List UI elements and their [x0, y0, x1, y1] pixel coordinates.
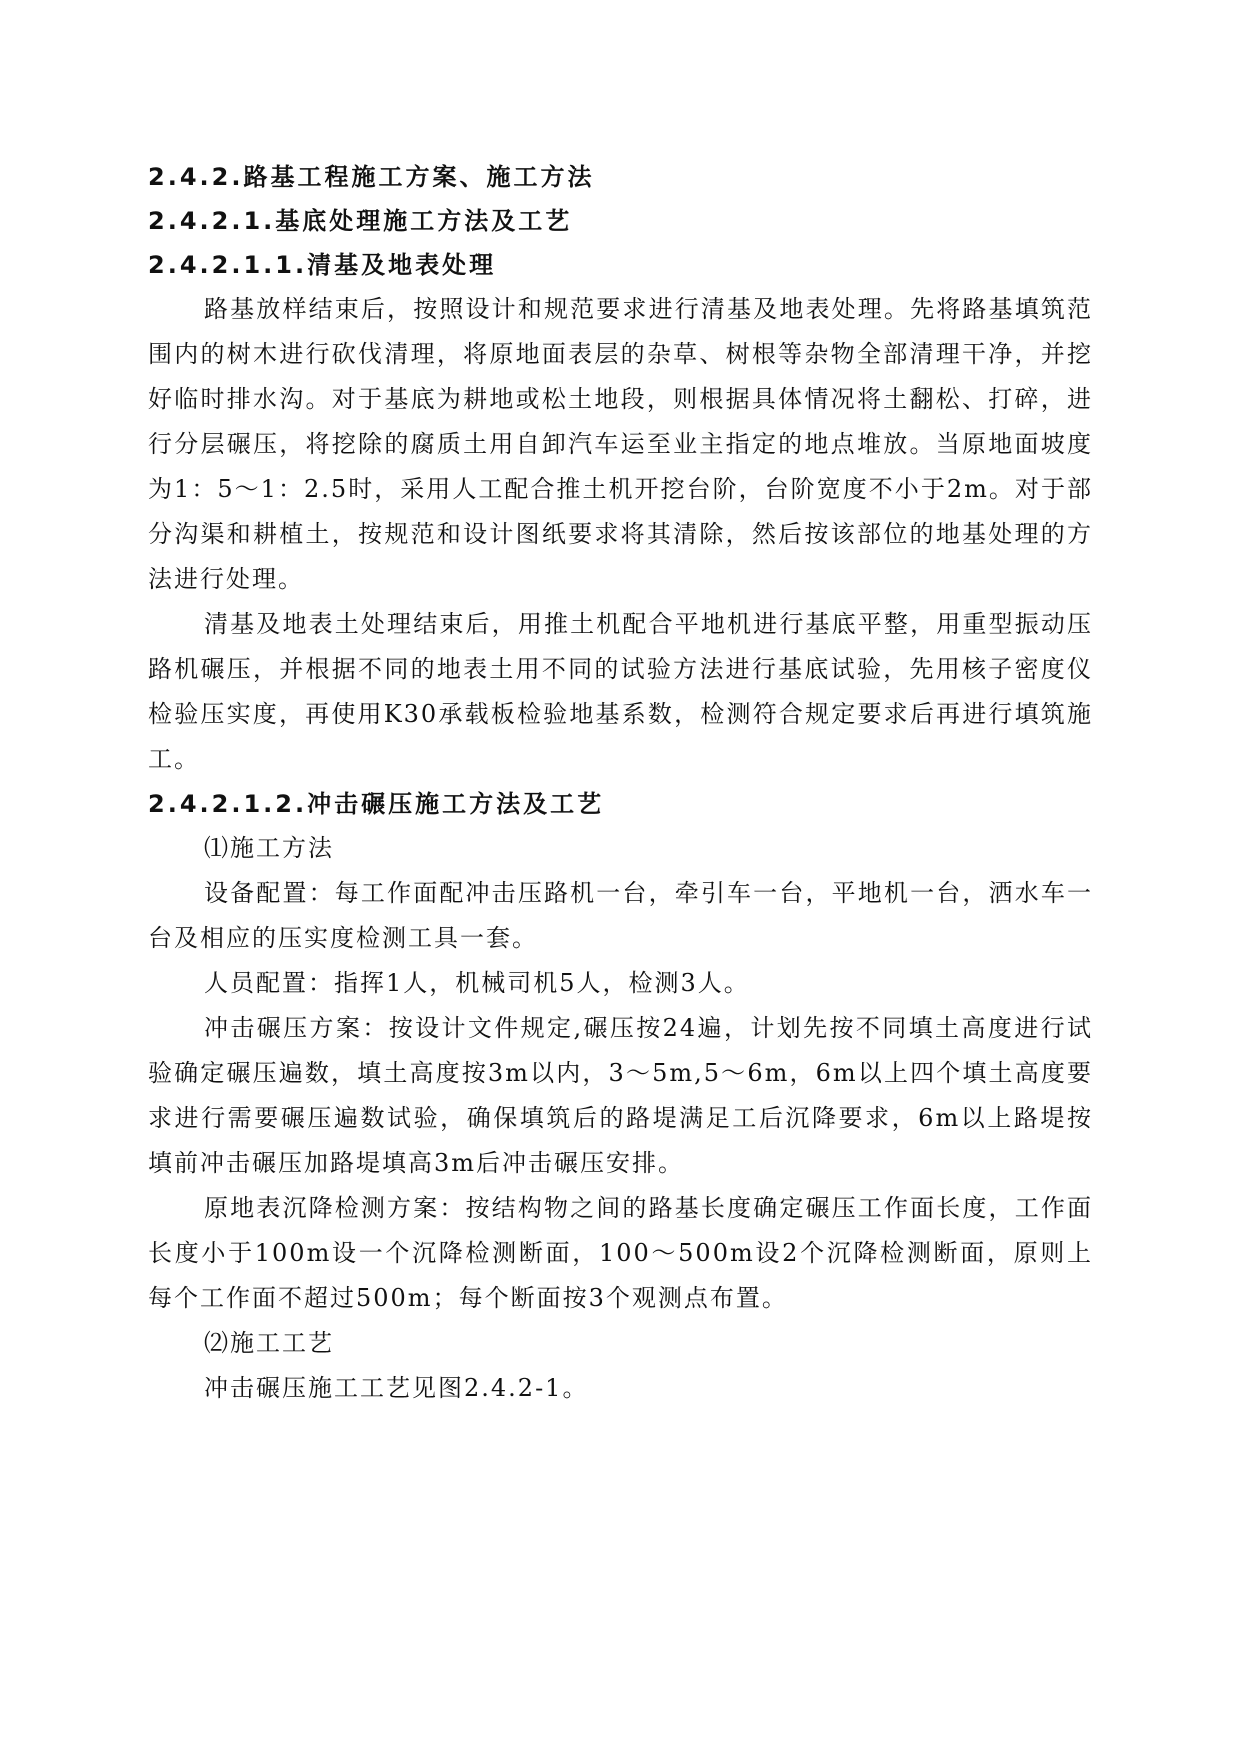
paragraph-settlement-monitoring: 原地表沉降检测方案：按结构物之间的路基长度确定碾压工作面长度，工作面长度小于100m设一个沉降检测断面，100～500m设2个沉降检测断面，原则上每个工作面不超过500m；每个断面按3个观测点布置。: [148, 1194, 1093, 1312]
list-item-construction-process: ⑵施工工艺: [204, 1329, 334, 1357]
paragraph-base-leveling: 清基及地表土处理结束后，用推土机配合平地机进行基底平整，用重型振动压路机碾压，并根据不同的地表土用不同的试验方法进行基底试验，先用核子密度仪检验压实度，再使用K30承载板检验地基系数，检测符合规定要求后再进行填筑施工。: [148, 610, 1093, 773]
paragraph-figure-reference: 冲击碾压施工工艺见图2.4.2-1。: [204, 1374, 589, 1402]
paragraph-clearing-procedure: 路基放样结束后，按照设计和规范要求进行清基及地表处理。先将路基填筑范围内的树木进行砍伐清理，将原地面表层的杂草、树根等杂物全部清理干净，并挖好临时排水沟。对于基底为耕地或松土地段，则根据具体情况将土翻松、打碎，进行分层碾压，将挖除的腐质土用自卸汽车运至业主指定的地点堆放。当原地面坡度为1：5～1：2.5时，采用人工配合推土机开挖台阶，台阶宽度不小于2m。对于部分沟渠和耕植土，按规范和设计图纸要求将其清除，然后按该部位的地基处理的方法进行处理。: [148, 295, 1093, 593]
paragraph-personnel-config: 人员配置：指挥1人，机械司机5人，检测3人。: [204, 969, 750, 997]
section-heading-2-4-2-1-2: 2.4.2.1.2.冲击碾压施工方法及工艺: [148, 790, 605, 818]
section-heading-2-4-2-1: 2.4.2.1.基底处理施工方法及工艺: [148, 207, 573, 235]
paragraph-equipment-config: 设备配置：每工作面配冲击压路机一台，牵引车一台，平地机一台，洒水车一台及相应的压实度检测工具一套。: [148, 879, 1093, 952]
list-item-construction-method: ⑴施工方法: [204, 834, 334, 862]
paragraph-impact-rolling-plan: 冲击碾压方案：按设计文件规定,碾压按24遍，计划先按不同填土高度进行试验确定碾压遍数，填土高度按3m以内，3～5m,5～6m，6m以上四个填土高度要求进行需要碾压遍数试验，确保填筑后的路堤满足工后沉降要求，6m以上路堤按填前冲击碾压加路堤填高3m后冲击碾压安排。: [148, 1014, 1093, 1177]
document-page: [148, 155, 1093, 1411]
section-heading-2-4-2-1-1: 2.4.2.1.1.清基及地表处理: [148, 251, 497, 279]
section-heading-2-4-2: 2.4.2.路基工程施工方案、施工方法: [148, 163, 595, 191]
